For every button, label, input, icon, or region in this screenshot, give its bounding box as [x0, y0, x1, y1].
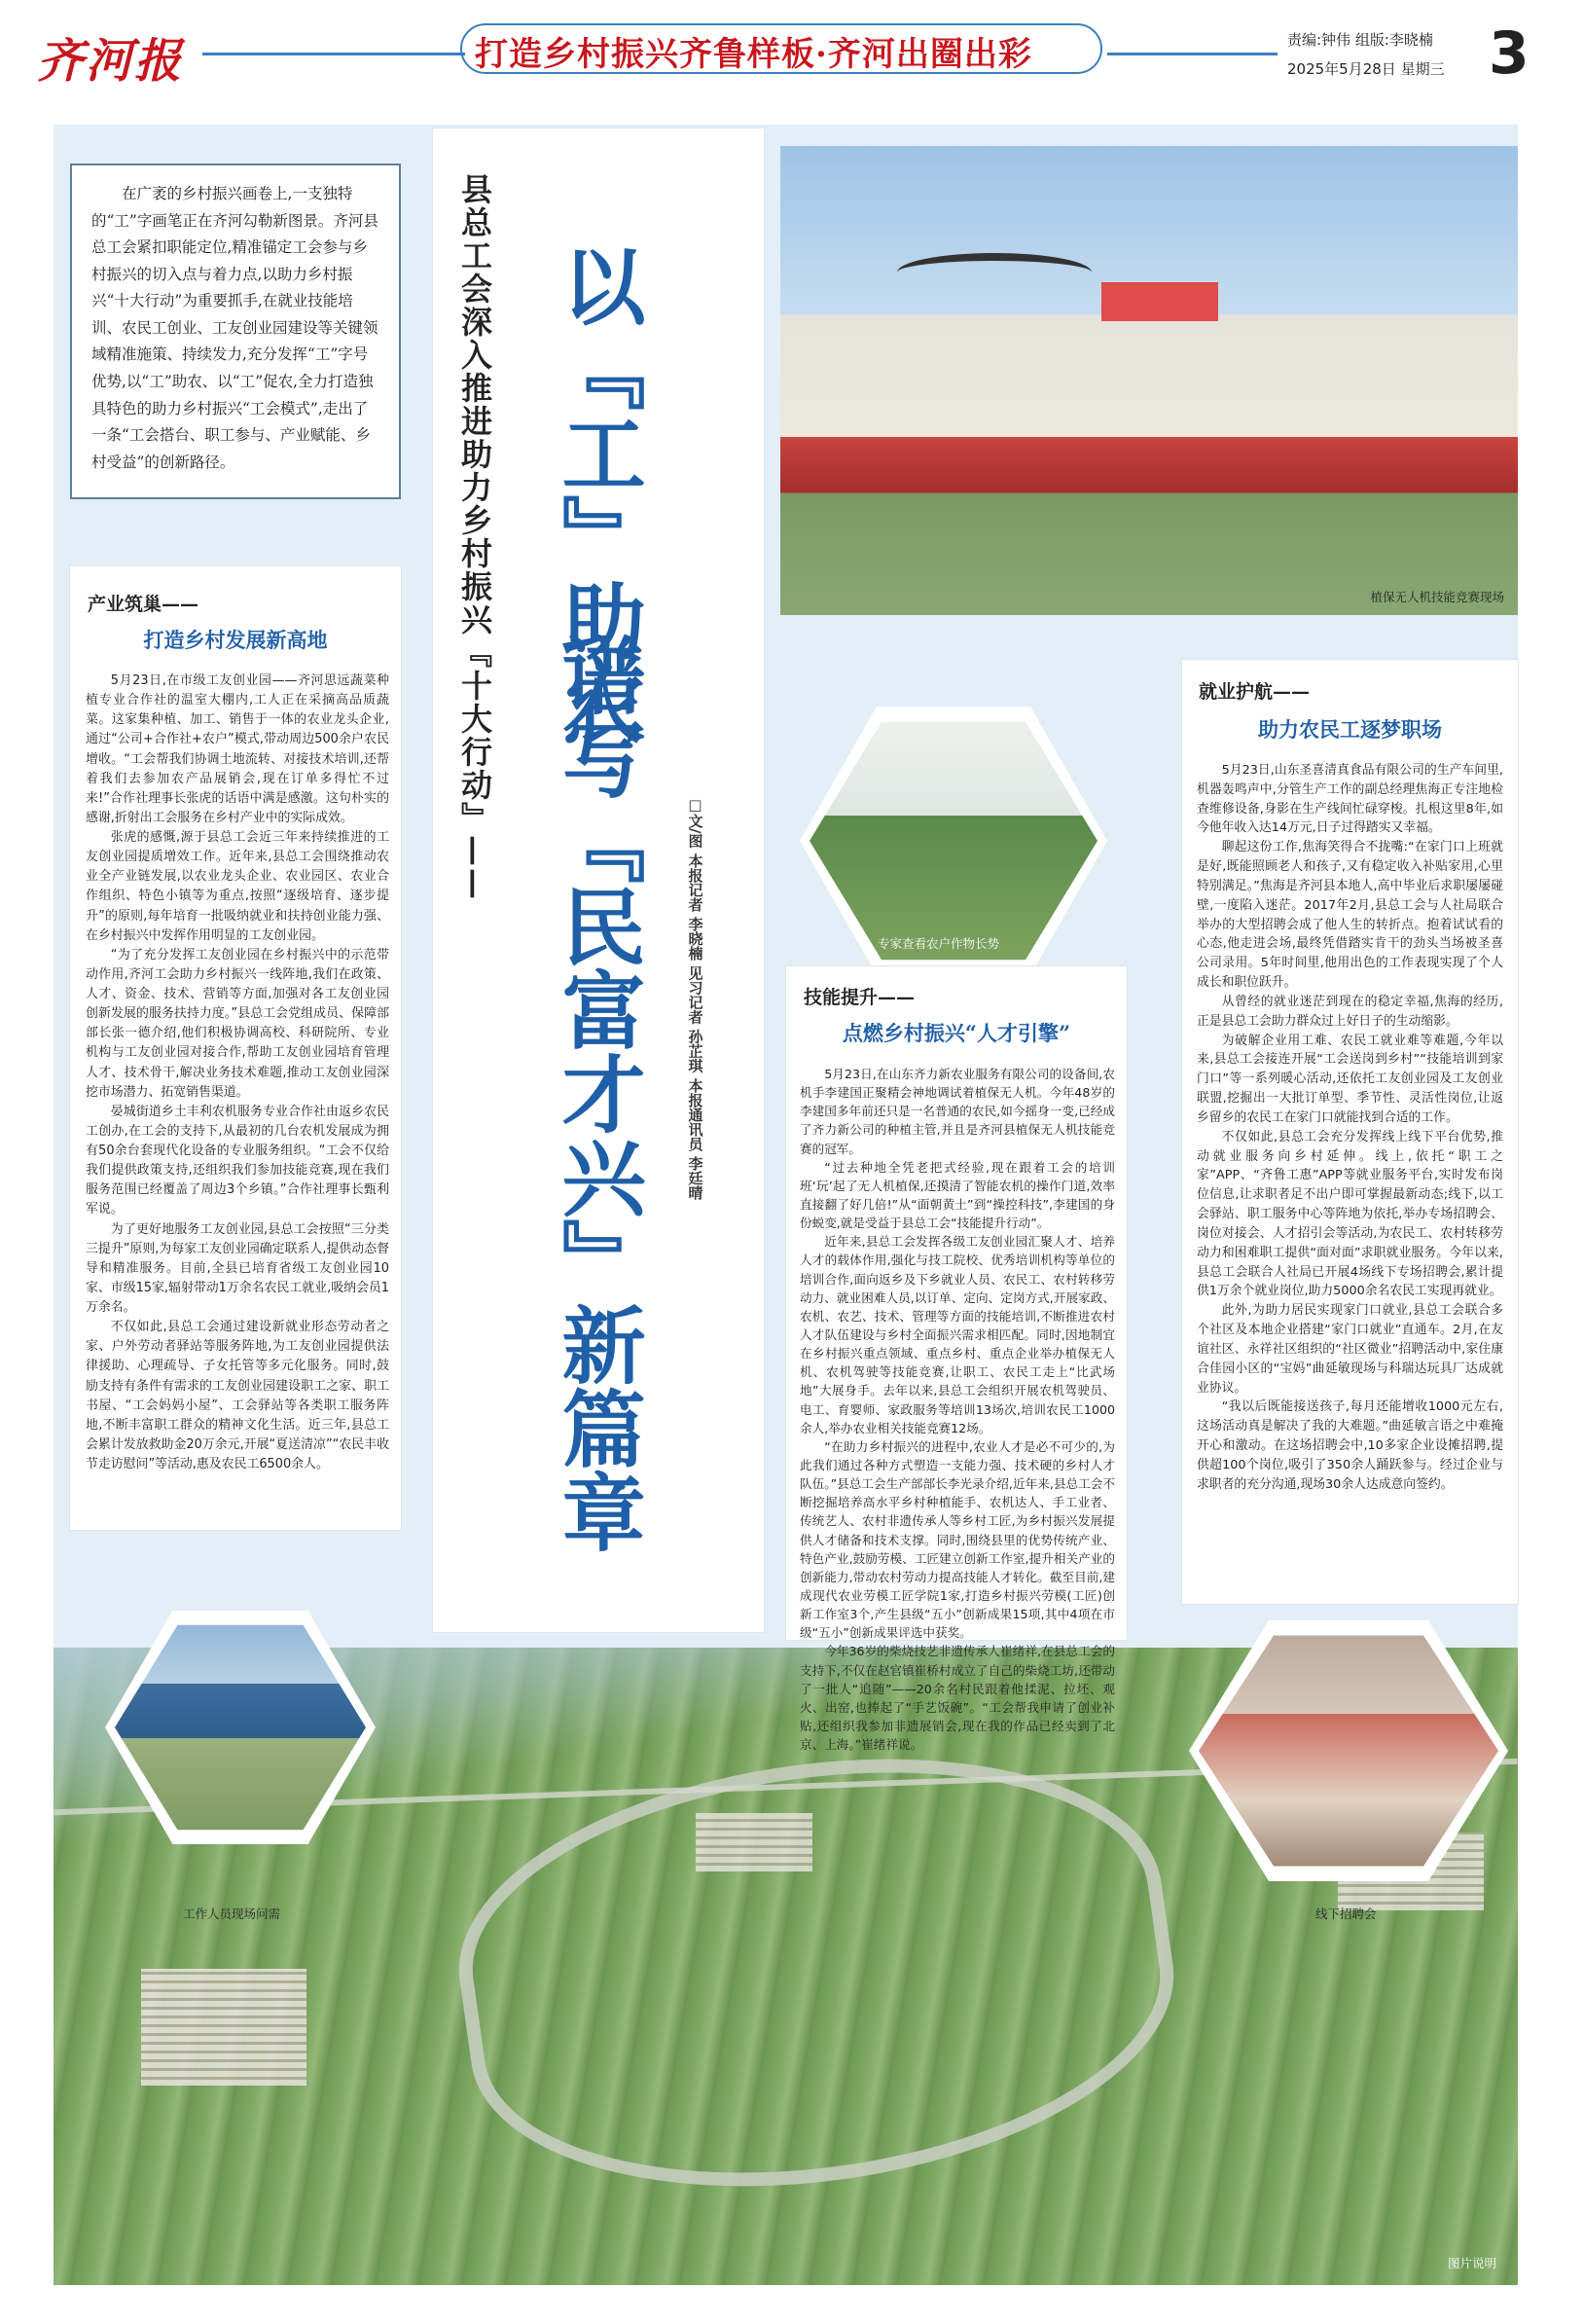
recruit-caption: 线下招聘会	[1315, 1906, 1377, 1921]
section-body	[800, 1065, 1115, 1753]
byline: □文/图 本报记者 李晓楠 见习记者 孙芷琪 本报通讯员 李廷晴	[686, 796, 704, 1200]
section-body	[86, 672, 389, 1518]
headline-main-2: 谱写『民富才兴』新篇章	[547, 633, 646, 1553]
masthead-title: 打造乡村振兴齐鲁样板·齐河出圈出彩	[475, 35, 1032, 74]
section-tag: 就业护航——	[1199, 681, 1311, 703]
visit-caption: 工作人员现场问需	[183, 1906, 281, 1921]
masthead-rule-left	[202, 53, 465, 55]
drone-caption: 植保无人机技能竞赛现场	[1370, 590, 1504, 604]
paragraph: 从曾经的就业迷茫到现在的稳定幸福,焦海的经历,正是县总工会助力群众过上好日子的生动缩影。	[1197, 994, 1503, 1029]
masthead-rule-right	[1107, 53, 1278, 55]
section-subhead: 点燃乡村振兴“人才引擎”	[842, 1021, 1071, 1045]
intro-box: 在广袤的乡村振兴画卷上,一支独特的“工”字画笔正在齐河勾勒新图景。齐河县总工会紧扣职能定位,精准锚定工会参与乡村振兴的切入点与着力点,以助力乡村振兴“十大行动”为重要抓手,在就业技能培训、农民工创业、工友创业园建设等关键领域精准施策、持续发力,充分发挥“工”字号优势,以“工”助农、以“工”促农,全力打造独具特色的助力乡村振兴“工会模式”,走出了一条“工会搭台、职工参与、产业赋能、乡村受益”的创新路径。	[70, 163, 401, 499]
section-subhead: 打造乡村发展新高地	[143, 628, 328, 652]
headline-sub: 县总工会深入推进助力乡村振兴『十大行动』——	[456, 173, 493, 901]
paragraph: 此外,为助力居民实现家门口就业,县总工会联合多个社区及本地企业搭建“家门口就业”直通车。2月,在友谊社区、永祥社区组织的“社区微业”招聘活动中,家住康合佳园小区的“宝妈”曲延敏现场与科瑞达玩具厂达成就业协议。	[1197, 1303, 1503, 1396]
masthead	[37, 19, 1547, 90]
paragraph: 不仅如此,县总工会通过建设新就业形态劳动者之家、户外劳动者驿站等服务阵地,为工友创业园提供法律援助、心理疏导、子女托管等多元化服务。同时,鼓励支持有条件有需求的工友创业园建设职工之家、职工书屋、“工会妈妈小屋”、工会驿站等各类职工服务阵地,不断丰富职工群众的精神文化生活。近三年,县总工会累计发放救助金20万余元,开展“夏送清凉”“农民丰收节走访慰问”等活动,惠及农民工6500余人。	[86, 1320, 389, 1471]
headline-main-1: 以『工』助农	[547, 243, 646, 745]
greenhouse-caption: 专家查看农户作物长势	[878, 936, 1000, 951]
paragraph: “为了充分发挥工友创业园在乡村振兴中的示范带动作用,齐河工会助力乡村振兴一线阵地,我们在政策、人才、资金、技术、营销等方面,加强对各工友创业园创新发展的服务扶持力度。”县总工会党组成员、保障部部长张一德介绍,他们积极协调高校、科研院所、专业机构与工友创业园对接合作,帮助工友创业园培育管理人才、技术骨干,解决业务技术难题,推动工友创业园深挖市场潜力、拓宽销售渠道。	[86, 947, 389, 1100]
issue-date: 2025年5月28日 星期三	[1287, 60, 1445, 78]
paragraph: “在助力乡村振兴的进程中,农业人才是必不可少的,为此我们通过各种方式塑造一支能力强、技术硬的乡村人才队伍。”县总工会生产部部长李光录介绍,近年来,县总工会不断挖掘培养高水平乡村种植能手、农机达人、手工业者、传统艺人、农村非遗传承人等乡村工匠,为乡村振兴发展提供人才储备和技术支撑。同时,围绕县里的优势传统产业、特色产业,鼓励劳模、工匠建立创新工作室,提升相关产业的创新能力,带动农村劳动力提高技能人才转化。截至目前,建成现代农业劳模工匠学院1家,打造乡村振兴劳模(工匠)创新工作室3个,产生县级“五小”创新成果15项,其中4项在市级“五小”创新成果评选中获奖。	[800, 1438, 1115, 1641]
paragraph: 晏城街道乡土丰利农机服务专业合作社由返乡农民工创办,在工会的支持下,从最初的几台农机发展成为拥有50余台套现代化设备的专业服务组织。“工会不仅给我们提供政策支持,还组织我们参加技能竞赛,现在我们服务范围已经覆盖了周边3个乡镇。”合作社理事长甄利军说。	[86, 1104, 389, 1217]
paragraph: 今年36岁的柴烧技艺非遗传承人崔绪祥,在县总工会的支持下,不仅在赵官镇崔桥村成立了自己的柴烧工坊,还带动了一批人“追随”——20余名村民跟着他揉泥、拉坯、观火、出窑,也捧起了“手艺饭碗”。“工会帮我申请了创业补贴,还组织我参加非遗展销会,现在我的作品已经卖到了北京、上海。”崔绪祥说。	[800, 1644, 1115, 1753]
village-cluster	[141, 1969, 306, 2086]
section-tag: 技能提升——	[804, 987, 916, 1008]
editor-credit: 责编:钟伟 组版:李晓楠	[1287, 31, 1433, 49]
newspaper-logo: 齐河报	[37, 34, 184, 89]
paragraph: 5月23日,山东圣喜清真食品有限公司的生产车间里,机器轰鸣声中,分管生产工作的副总经理焦海正专注地检查维修设备,身影在生产线间忙碌穿梭。扎根这里8年,如今他年收入达14万元,日子过得踏实又幸福。	[1197, 763, 1503, 836]
paragraph: 近年来,县总工会发挥各级工友创业园汇聚人才、培养人才的载体作用,强化与技工院校、优秀培训机构等单位的培训合作,面向返乡及下乡就业人员、农民工、农村转移劳动力、就业困难人员,以订单、定向、定岗方式,开展家政、农机、农艺、技术、管理等方面的技能培训,不断推进农村人才队伍建设与乡村全面振兴需求相匹配。同时,因地制宜在乡村振兴重点领域、重点乡村、重点企业举办植保无人机、农机驾驶等技能竞赛,让职工、农民工走上“比武场地”大展身手。去年以来,县总工会组织开展农机驾驶员、电工、育婴师、家政服务等培训13场次,培训农民工1000余人,举办农业相关技能竞赛12场。	[800, 1234, 1115, 1435]
paragraph: 5月23日,在山东齐力新农业服务有限公司的设备间,农机手李建国正聚精会神地调试着植保无人机。今年48岁的李建国多年前还只是一名普通的农民,如今摇身一变,已经成了齐力新公司的种植主管,并且是齐河县植保无人机技能竞赛的冠军。	[800, 1067, 1115, 1156]
drone-shape	[897, 253, 1092, 292]
paragraph: 张虎的感慨,源于县总工会近三年来持续推进的工友创业园提质增效工作。近年来,县总工会围绕推动农业全产业链发展,以农业龙头企业、农业园区、农业合作组织、特色小镇等为重点,按照“逐级培育、逐步提升”的原则,每年培育一批吸纳就业和扶持创业能力强、在乡村振兴中发挥作用明显的工友创业园。	[86, 830, 389, 943]
paragraph: “我以后既能接送孩子,每月还能增收1000元左右,这场活动真是解决了我的大难题。”曲延敏言语之中难掩开心和激动。在这场招聘会中,10多家企业设摊招聘,提供超100个岗位,吸引了350余人踊跃参与。经过企业与求职者的充分沟通,现场30余人达成意向签约。	[1197, 1399, 1503, 1492]
village-cluster	[696, 1813, 812, 1871]
section-subhead: 助力农民工逐梦职场	[1258, 717, 1442, 742]
aerial-caption: 图片说明	[1447, 2256, 1496, 2270]
paragraph: 不仅如此,县总工会充分发挥线上线下平台优势,推动就业服务向乡村延伸。线上,依托“职工之家”APP、“齐鲁工惠”APP等就业服务平台,实时发布岗位信息,让求职者足不出户即可掌握最新动态;线下,以工会驿站、职工服务中心等阵地为依托,举办专场招聘会、岗位对接会、人才招引会等活动,为农民工、农村转移劳动力和困难职工提供“面对面”求职就业服务。今年以来,县总工会联合人社局已开展4场线下专场招聘会,累计提供1万余个就业岗位,助力5000余名农民工实现再就业。	[1197, 1129, 1503, 1299]
paragraph: 聊起这份工作,焦海笑得合不拢嘴:“在家门口上班就是好,既能照顾老人和孩子,又有稳定收入补贴家用,心里特别满足。”焦海是齐河县本地人,高中毕业后求职屡屡碰壁,一度陷入迷茫。2017年2月,县总工会与人社局联合举办的大型招聘会成了他人生的转折点。抱着试试看的心态,他走进会场,最终凭借踏实肯干的劲头当场被圣喜公司录用。5年时间里,他用出色的工作表现实现了个人成长和职位跃升。	[1197, 840, 1503, 991]
section-body	[1197, 761, 1503, 1594]
paragraph: 5月23日,在市级工友创业园——齐河思远蔬菜种植专业合作社的温室大棚内,工人正在采摘高品质蔬菜。这家集种植、加工、销售于一体的农业龙头企业,通过“公司+合作社+农户”模式,带动周边500余户农民增收。“工会帮我们协调土地流转、对接技术培训,还帮着我们去参加农产品展销会,现在订单多得忙不过来!”合作社理事长张虎的话语中满是感激。这句朴实的感谢,折射出工会服务在乡村产业中的实际成效。	[86, 673, 389, 825]
paragraph: 为破解企业用工难、农民工就业难等难题,今年以来,县总工会接连开展“工会送岗到乡村”“技能培训到家门口”等一系列暖心活动,还依托工友创业园及工友创业联盟,挖掘出一大批订单型、季节性、灵活性岗位,让返乡留乡的农民工在家门口就能找到合适的工作。	[1197, 1033, 1503, 1125]
paragraph: 为了更好地服务工友创业园,县总工会按照“三分类三提升”原则,为每家工友创业园确定联系人,提供动态督导和精准服务。目前,全县已培育省级工友创业园10家、市级15家,辐射带动1万余名农民工就业,吸纳会员1万余名。	[86, 1221, 389, 1315]
drone-contest-photo	[780, 146, 1518, 615]
building-signs	[1101, 282, 1218, 321]
page-number: 3	[1489, 19, 1530, 88]
section-tag: 产业筑巢——	[88, 594, 199, 615]
paragraph: “过去种地全凭老把式经验,现在跟着工会的培训班‘玩’起了无人机植保,还摸清了智能农机的操作门道,效率直接翻了好几倍!”从“面朝黄土”到“操控科技”,李建国的身份蜕变,就是受益于县总工会“技能提升行动”。	[800, 1159, 1115, 1231]
